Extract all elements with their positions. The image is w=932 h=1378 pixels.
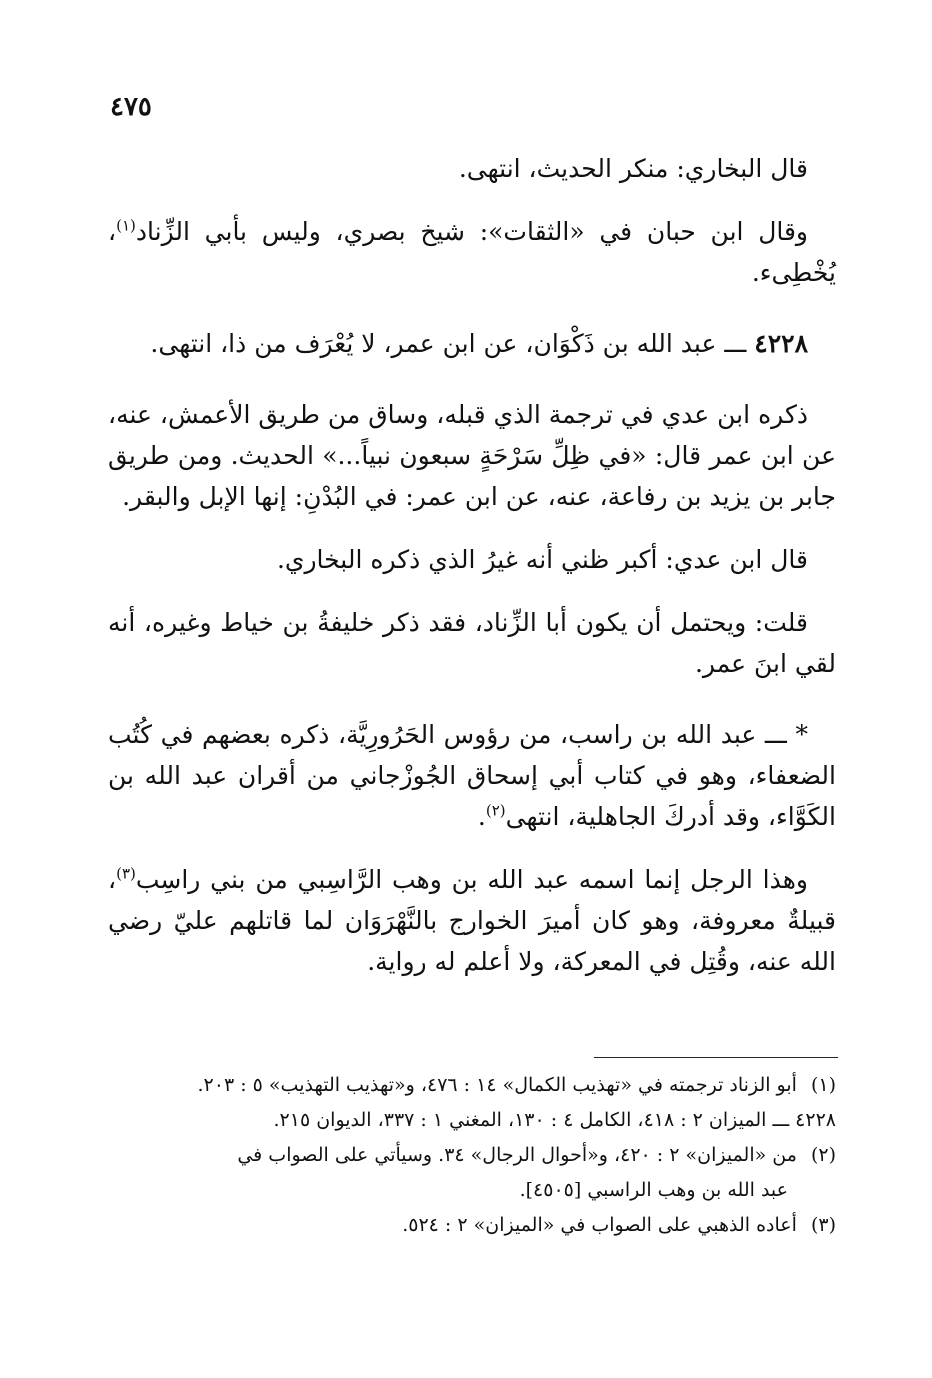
footnote-2-continued	[108, 1173, 836, 1208]
entry-dash: ـــ	[724, 329, 747, 358]
paragraph-2	[108, 211, 836, 293]
footnote-3-number: (٣)	[810, 1214, 836, 1236]
footnote-3	[108, 1208, 836, 1243]
paragraph-8	[108, 859, 836, 982]
footnote-ref-1[interactable]: (١)	[116, 216, 136, 235]
footnote-ref-2[interactable]: (٢)	[485, 801, 506, 820]
footnote-entry-4228	[108, 1103, 836, 1138]
footnote-2	[108, 1138, 836, 1173]
star-entry-period: .	[477, 802, 486, 831]
paragraph-5: قال ابن عدي: أكبر ظني أنه غيرُ الذي ذكره البخاري.	[276, 545, 808, 574]
footnote-1-number: (١)	[810, 1074, 836, 1096]
paragraph-2-tail: ، يُخْطِىء.	[108, 217, 836, 287]
paragraph-6: قلت: ويحتمل أن يكون أبا الزِّناد، فقد ذكر خليفةُ بن خياط وغيره، أنه لقي ابنَ عمر.	[108, 608, 836, 678]
entry-number: ٤٢٢٨	[754, 329, 808, 358]
page-number: ٤٧٥	[110, 92, 152, 122]
footnote-1	[108, 1068, 836, 1103]
paragraph-4: ذكره ابن عدي في ترجمة الذي قبله، وساق من طريق الأعمش، عنه، عن ابن عمر قال: «في ظِلِّ سَرْحَةٍ سبعون نبياً...» الحديث. ومن طريق جابر بن يزيد بن رفاعة، عنه، عن ابن عمر: في البُدْنِ: إنها الإبل والبقر.	[108, 400, 836, 511]
footnote-1-text: أبو الزناد ترجمته في «تهذيب الكمال» ١٤ : ٤٧٦، و«تهذيب التهذيب» ٥ : ٢٠٣.	[197, 1074, 797, 1096]
entry-star	[108, 714, 836, 837]
main-text	[108, 148, 836, 1004]
entry-4228-heading	[108, 323, 836, 364]
footnote-ref-3[interactable]: (٣)	[116, 864, 136, 883]
footnote-2-text: من «الميزان» ٢ : ٤٢٠، و«أحوال الرجال» ٣٤. وسيأتي على الصواب في	[237, 1144, 797, 1166]
footnote-divider	[594, 1057, 838, 1058]
star-entry-text: عبد الله بن راسب، من رؤوس الحَرُورِيَّة، ذكره بعضهم في كُتُب الضعفاء، وهو في كتاب أبي إسحاق الجُوزْجاني من أقران عبد الله بن الكَوَّاء، وقد أدركَ الجاهلية، انتهى	[108, 720, 836, 831]
star-marker: *	[795, 720, 808, 749]
footnote-2-continued-text: عبد الله بن وهب الراسبي [٤٥٠٥].	[519, 1179, 788, 1201]
paragraph-1: قال البخاري: منكر الحديث، انتهى.	[458, 154, 808, 183]
star-dash: ـــ	[764, 720, 787, 749]
footnotes	[108, 1068, 836, 1243]
footnote-3-text: أعاده الذهبي على الصواب في «الميزان» ٢ : ٥٢٤.	[402, 1214, 797, 1236]
entry-4228-text: عبد الله بن ذَكْوَان، عن ابن عمر، لا يُعْرَف من ذا، انتهى.	[150, 329, 717, 358]
footnote-entry-text: ـــ الميزان ٢ : ٤١٨، الكامل ٤ : ١٣٠، المغني ١ : ٣٣٧، الديوان ٢١٥.	[273, 1109, 790, 1131]
footnote-entry-number: ٤٢٢٨	[795, 1109, 836, 1131]
paragraph-2-text: وقال ابن حبان في «الثقات»: شيخ بصري، وليس بأبي الزِّناد	[135, 217, 808, 246]
footnote-2-number: (٢)	[810, 1144, 836, 1166]
paragraph-8-tail: ، قبيلةٌ معروفة، وهو كان أميرَ الخوارج بالنَّهْرَوَان لما قاتلهم عليّ رضي الله عنه، وقُتِل في المعركة، ولا أعلم له رواية.	[108, 865, 836, 976]
paragraph-8-text: وهذا الرجل إنما اسمه عبد الله بن وهب الرَّاسِبي من بني راسِب	[135, 865, 808, 894]
